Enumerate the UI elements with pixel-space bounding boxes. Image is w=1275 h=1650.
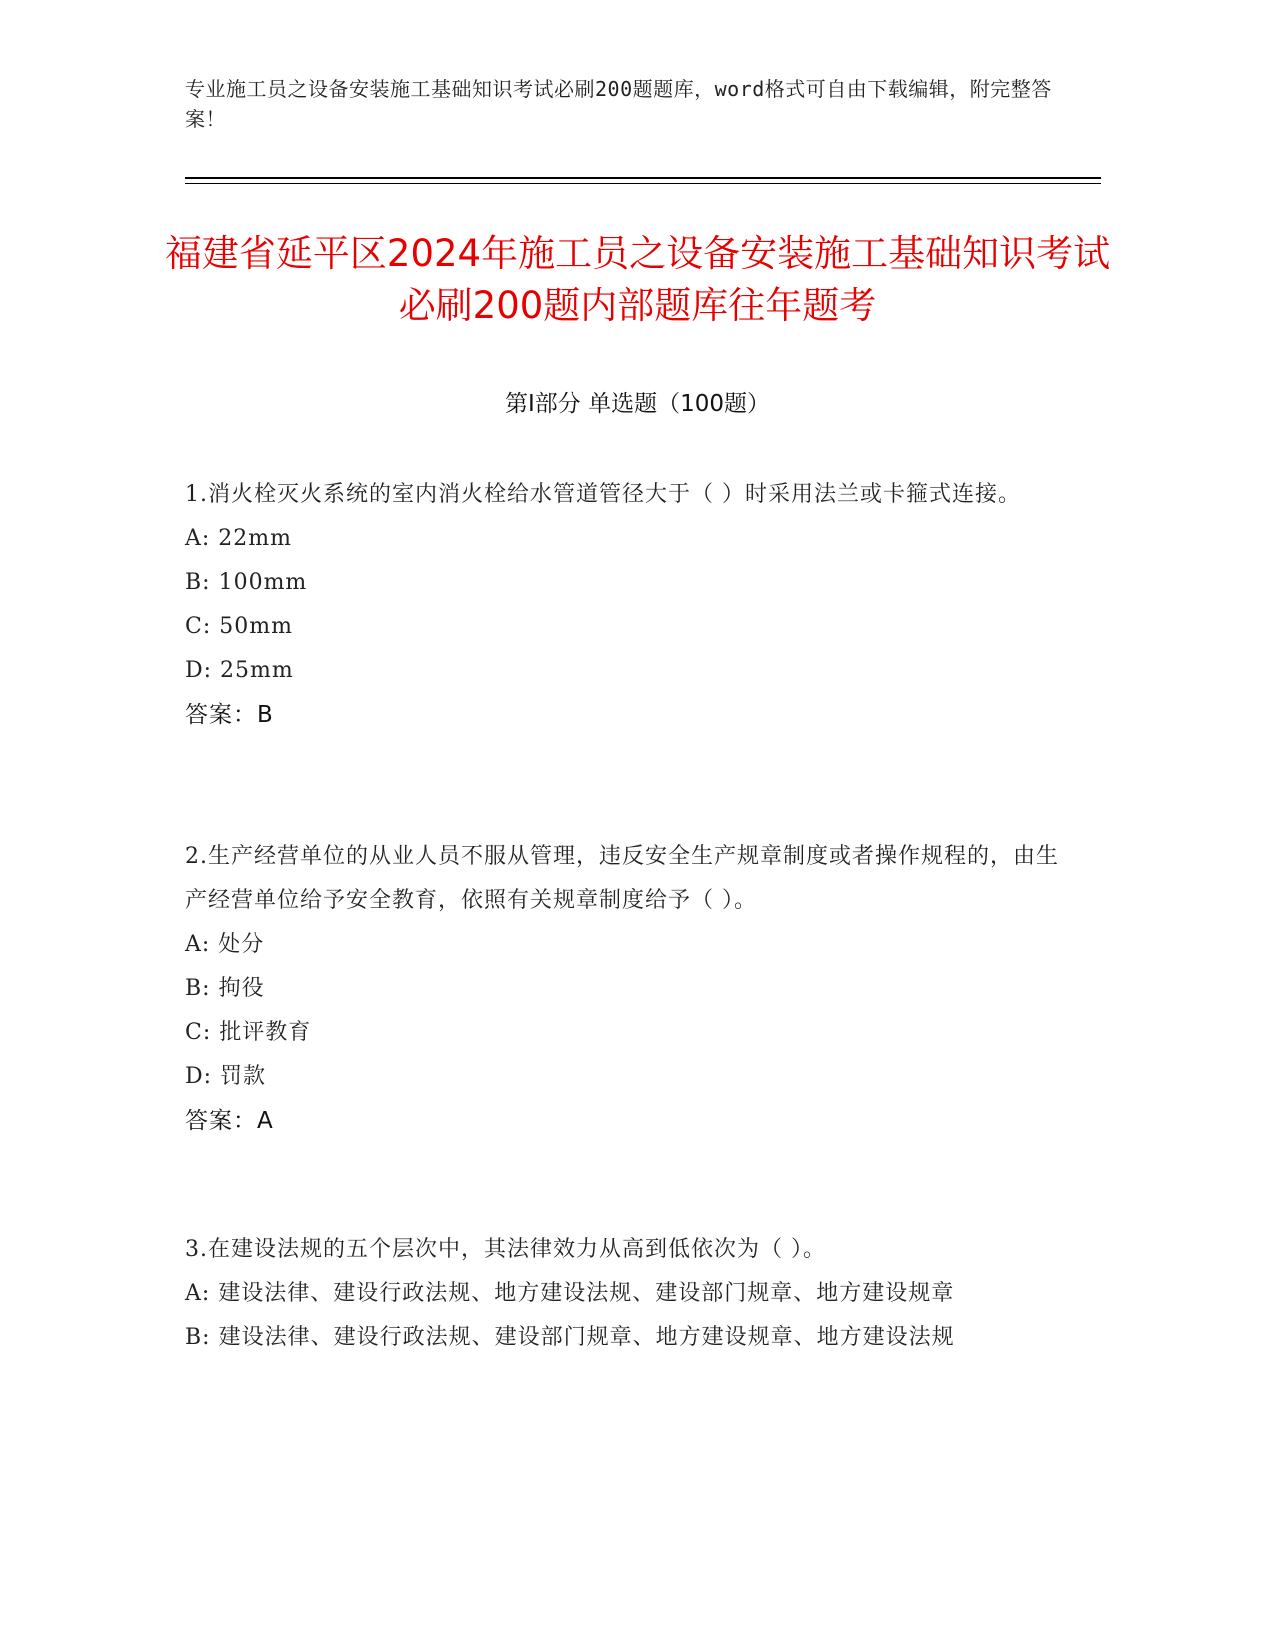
question-stem: 3.在建设法规的五个层次中，其法律效力从高到低依次为（ ）。 <box>185 1237 826 1262</box>
section-heading: 第Ⅰ部分 单选题（100题） <box>505 391 770 417</box>
option-a: A: 处分 <box>185 932 265 957</box>
option-d: D: 25mm <box>185 658 294 683</box>
option-d: D: 罚款 <box>185 1064 267 1089</box>
question-stem: 1.消火栓灭火系统的室内消火栓给水管道管径大于（ ）时采用法兰或卡箍式连接。 <box>185 482 1021 507</box>
header-rule-thick <box>185 177 1101 179</box>
answer: 答案：A <box>185 1108 274 1134</box>
option-c: C: 批评教育 <box>185 1020 312 1045</box>
option-b: B: 拘役 <box>185 976 265 1001</box>
question-stem: 2.生产经营单位的从业人员不服从管理，违反安全生产规章制度或者操作规程的，由生产经营单位给予安全教育，依照有关规章制度给予（ ）。 <box>185 844 1059 913</box>
header-rule-thin <box>185 183 1101 184</box>
option-b: B: 100mm <box>185 570 308 595</box>
question-2 <box>185 835 1065 1143</box>
option-b: B: 建设法律、建设行政法规、建设部门规章、地方建设规章、地方建设法规 <box>185 1325 955 1350</box>
question-1 <box>185 473 1065 737</box>
option-c: C: 50mm <box>185 614 293 639</box>
question-3 <box>185 1228 1065 1360</box>
header-note: 专业施工员之设备安装施工基础知识考试必刷200题题库，word格式可自由下载编辑，附完整答案！ <box>185 77 1052 131</box>
option-a: A: 建设法律、建设行政法规、地方建设法规、建设部门规章、地方建设规章 <box>185 1281 955 1306</box>
document-title: 福建省延平区2024年施工员之设备安装施工基础知识考试必刷200题内部题库往年题考 <box>164 232 1111 327</box>
answer: 答案：B <box>185 702 274 728</box>
option-a: A: 22mm <box>185 526 293 551</box>
